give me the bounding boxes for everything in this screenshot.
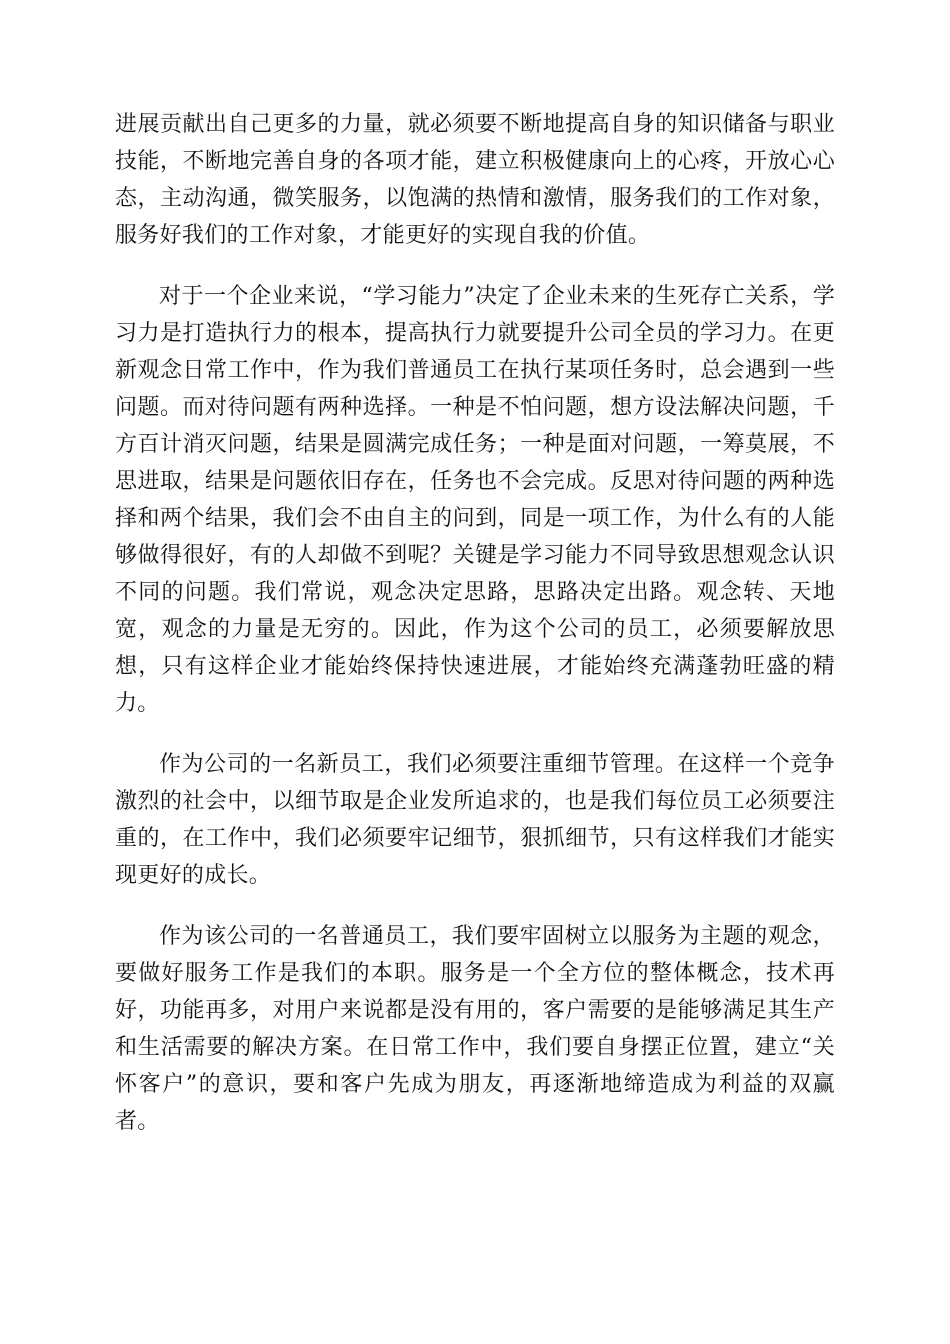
paragraph-detail-management: 作为公司的一名新员工，我们必须要注重细节管理。在这样一个竞争激烈的社会中，以细节取是企业发所追求的，也是我们每位员工必须要注重的，在工作中，我们必须要牢记细节，狠抓细节，只有这样我们才能实现更好的成长。 <box>115 752 835 888</box>
paragraph-continuation: 进展贡献出自己更多的力量，就必须要不断地提高自身的知识储备与职业技能，不断地完善自身的各项才能，建立积极健康向上的心疼，开放心心态，主动沟通，微笑服务，以饱满的热情和激情，服务我们的工作对象，服务好我们的工作对象，才能更好的实现自我的价值。 <box>115 112 835 248</box>
paragraph-service-concept: 作为该公司的一名普通员工，我们要牢固树立以服务为主题的观念，要做好服务工作是我们的本职。服务是一个全方位的整体概念，技术再好，功能再多，对用户来说都是没有用的，客户需要的是能够满足其生产和生活需要的解决方案。在日常工作中，我们要自身摆正位置，建立“关怀客户”的意识，要和客户先成为朋友，再逐渐地缔造成为利益的双赢者。 <box>115 924 835 1134</box>
document-body <box>115 106 835 1140</box>
paragraph-learning-ability: 对于一个企业来说，“学习能力”决定了企业未来的生死存亡关系，学习力是打造执行力的根本，提高执行力就要提升公司全员的学习力。在更新观念日常工作中，作为我们普通员工在执行某项任务时，总会遇到一些问题。而对待问题有两种选择。一种是不怕问题，想方设法解决问题，千方百计消灭问题，结果是圆满完成任务；一种是面对问题，一筹莫展，不思进取，结果是问题依旧存在，任务也不会完成。反思对待问题的两种选择和两个结果，我们会不由自主的问到，同是一项工作，为什么有的人能够做得很好，有的人却做不到呢？关键是学习能力不同导致思想观念认识不同的问题。我们常说，观念决定思路，思路决定出路。观念转、天地宽，观念的力量是无穷的。因此，作为这个公司的员工，必须要解放思想，只有这样企业才能始终保持快速进展，才能始终充满蓬勃旺盛的精力。 <box>115 284 835 716</box>
